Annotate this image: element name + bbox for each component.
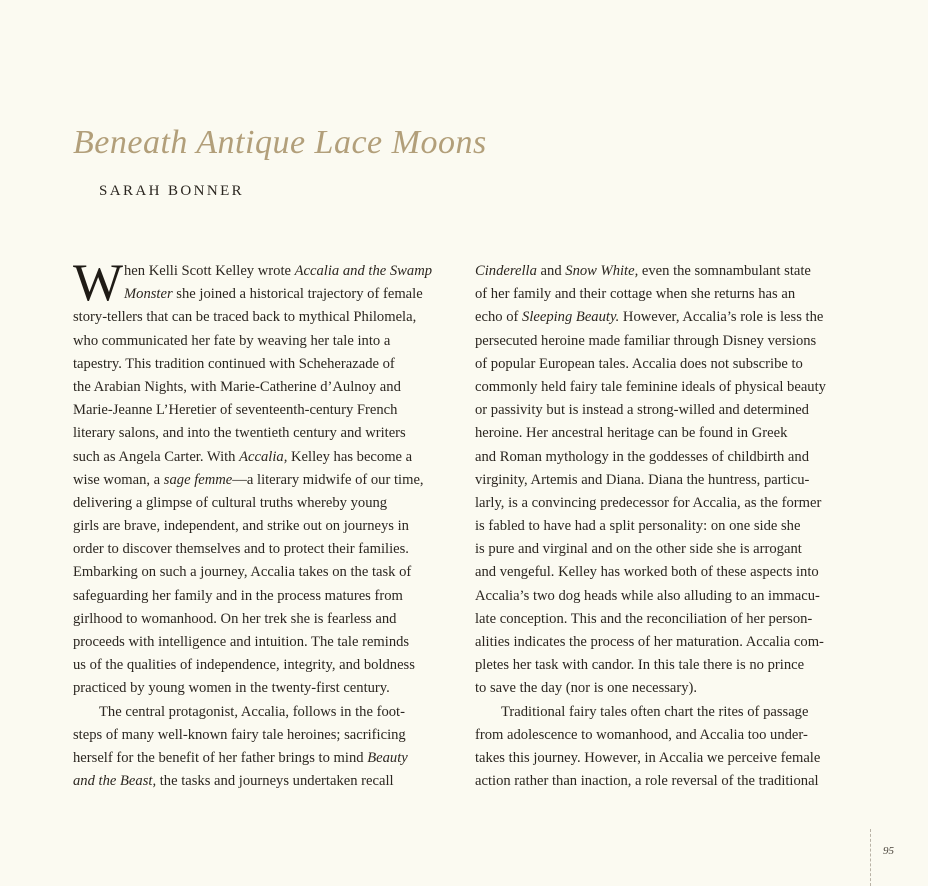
text-line bbox=[475, 260, 865, 283]
text-line bbox=[73, 469, 453, 492]
text-run: such as Angela Carter. With bbox=[73, 448, 240, 465]
text-run: takes this journey. However, in Accalia we perceive female bbox=[475, 749, 821, 766]
text-line bbox=[475, 631, 865, 654]
text-line bbox=[475, 376, 865, 399]
text-run: heroine. Her ancestral heritage can be found in Greek bbox=[475, 425, 788, 442]
text-run: practiced by young women in the twenty-first century. bbox=[73, 680, 390, 697]
right-column bbox=[475, 260, 865, 793]
left-column bbox=[73, 254, 453, 793]
text-run: hen Kelli Scott Kelley wrote bbox=[124, 263, 295, 279]
text-line bbox=[475, 724, 865, 747]
text-line bbox=[73, 538, 453, 561]
text-run: Kelley has become a bbox=[287, 448, 413, 465]
text-run: commonly held fairy tale feminine ideals of physical beauty bbox=[475, 378, 826, 395]
text-line bbox=[73, 747, 453, 770]
text-line bbox=[475, 608, 865, 631]
text-line bbox=[73, 631, 453, 654]
text-run: tapestry. This tradition continued with Scheherazade of bbox=[73, 355, 395, 372]
text-run: virginity, Artemis and Diana. Diana the huntress, particu- bbox=[475, 471, 810, 488]
text-line bbox=[73, 399, 453, 422]
text-run: However, Accalia’s role is less the bbox=[619, 309, 824, 326]
text-run: delivering a glimpse of cultural truths whereby young bbox=[73, 494, 388, 511]
text-line bbox=[73, 306, 453, 329]
text-line bbox=[73, 561, 453, 584]
text-line bbox=[73, 654, 453, 677]
italic-text: Sleeping Beauty. bbox=[522, 309, 620, 326]
text-run: and vengeful. Kelley has worked both of these aspects into bbox=[475, 564, 819, 581]
text-run: steps of many well-known fairy tale heroines; sacrificing bbox=[73, 726, 406, 743]
text-run: Traditional fairy tales often chart the rites of passage bbox=[501, 703, 809, 720]
text-run: alities indicates the process of her maturation. Accalia com- bbox=[475, 634, 824, 650]
text-line bbox=[73, 446, 453, 469]
italic-text: Accalia, bbox=[239, 448, 288, 465]
text-line bbox=[73, 770, 453, 793]
text-line bbox=[73, 701, 453, 724]
text-run: is fabled to have had a split personality: on one side she bbox=[475, 518, 801, 535]
text-run: Accalia’s two dog heads while also alluding to an immacu- bbox=[475, 587, 820, 604]
text-line bbox=[475, 538, 865, 561]
text-run: larly, is a convincing predecessor for Accalia, as the former bbox=[475, 494, 822, 511]
text-line bbox=[475, 283, 865, 306]
text-line bbox=[475, 747, 865, 770]
italic-text: Cinderella bbox=[475, 263, 537, 279]
text-run: literary salons, and into the twentieth century and writers bbox=[73, 425, 406, 442]
text-line bbox=[475, 492, 865, 515]
author-byline: SARAH BONNER bbox=[99, 183, 245, 199]
italic-text: and the Beast, bbox=[73, 773, 157, 790]
text-run: the Arabian Nights, with Marie-Catherine d’Aulnoy and bbox=[73, 378, 401, 395]
italic-text: Accalia and the Swamp bbox=[294, 263, 433, 279]
text-line bbox=[73, 353, 453, 376]
text-run: Marie-Jeanne L’Heretier of seventeenth-century French bbox=[73, 402, 398, 419]
text-run: persecuted heroine made familiar through Disney versions bbox=[475, 332, 817, 349]
text-line bbox=[475, 353, 865, 376]
text-run: and bbox=[536, 263, 566, 279]
text-line bbox=[73, 515, 453, 538]
text-line bbox=[475, 515, 865, 538]
text-run: from adolescence to womanhood, and Accalia too under- bbox=[475, 726, 808, 743]
text-run: echo of bbox=[475, 309, 523, 326]
text-run: Embarking on such a journey, Accalia takes on the task of bbox=[73, 564, 412, 581]
page-number: 95 bbox=[883, 845, 894, 857]
text-line bbox=[73, 376, 453, 399]
text-line bbox=[73, 677, 453, 700]
text-run: or passivity but is instead a strong-willed and determined bbox=[475, 402, 809, 419]
text-line bbox=[73, 330, 453, 353]
text-run: pletes her task with candor. In this tale there is no prince bbox=[475, 657, 805, 674]
text-run: safeguarding her family and in the process matures from bbox=[73, 587, 403, 604]
drop-cap: W bbox=[73, 254, 124, 312]
text-run: wise woman, a bbox=[73, 471, 164, 488]
text-run: The central protagonist, Accalia, follows in the foot- bbox=[99, 703, 405, 720]
text-run: order to discover themselves and to protect their families. bbox=[73, 541, 409, 558]
italic-text: sage femme bbox=[163, 471, 233, 488]
text-line bbox=[73, 608, 453, 631]
text-run: story-tellers that can be traced back to mythical Philomela, bbox=[73, 309, 417, 326]
text-line bbox=[475, 330, 865, 353]
text-line bbox=[73, 283, 453, 306]
text-run: girlhood to womanhood. On her trek she is fearless and bbox=[73, 610, 397, 627]
text-line bbox=[475, 585, 865, 608]
italic-text: Snow White, bbox=[565, 263, 639, 279]
text-line bbox=[73, 492, 453, 515]
text-line bbox=[475, 446, 865, 469]
text-run: and Roman mythology in the goddesses of childbirth and bbox=[475, 448, 809, 465]
text-run: the tasks and journeys undertaken recall bbox=[156, 773, 394, 790]
text-run: herself for the benefit of her father brings to mind bbox=[73, 749, 368, 766]
text-line bbox=[73, 724, 453, 747]
text-line bbox=[475, 770, 865, 793]
text-line bbox=[475, 677, 865, 700]
text-run: girls are brave, independent, and strike out on journeys in bbox=[73, 518, 409, 535]
text-line bbox=[475, 701, 865, 724]
text-line bbox=[475, 469, 865, 492]
text-line bbox=[475, 561, 865, 584]
text-line bbox=[475, 654, 865, 677]
text-run: to save the day (nor is one necessary). bbox=[475, 680, 698, 697]
italic-text: Beauty bbox=[367, 749, 408, 766]
text-run: of her family and their cottage when she returns has an bbox=[475, 286, 796, 303]
text-run: proceeds with intelligence and intuition. The tale reminds bbox=[73, 634, 410, 650]
text-run: of popular European tales. Accalia does not subscribe to bbox=[475, 355, 803, 372]
article-title: Beneath Antique Lace Moons bbox=[73, 124, 487, 161]
text-line bbox=[73, 260, 453, 283]
text-line bbox=[475, 306, 865, 329]
text-run: even the somnambulant state bbox=[638, 263, 811, 279]
folio-divider bbox=[870, 829, 871, 886]
italic-text: Monster bbox=[124, 286, 173, 303]
text-line bbox=[475, 422, 865, 445]
text-line bbox=[475, 399, 865, 422]
text-run: is pure and virginal and on the other side she is arrogant bbox=[475, 541, 802, 558]
text-run: us of the qualities of independence, integrity, and boldness bbox=[73, 657, 415, 674]
text-run: late conception. This and the reconciliation of her person- bbox=[475, 610, 813, 627]
text-run: she joined a historical trajectory of female bbox=[172, 286, 423, 303]
text-run: action rather than inaction, a role reversal of the traditional bbox=[475, 773, 819, 790]
text-line bbox=[73, 585, 453, 608]
text-run: who communicated her fate by weaving her tale into a bbox=[73, 332, 391, 349]
text-line bbox=[73, 422, 453, 445]
text-run: —a literary midwife of our time, bbox=[232, 471, 424, 488]
